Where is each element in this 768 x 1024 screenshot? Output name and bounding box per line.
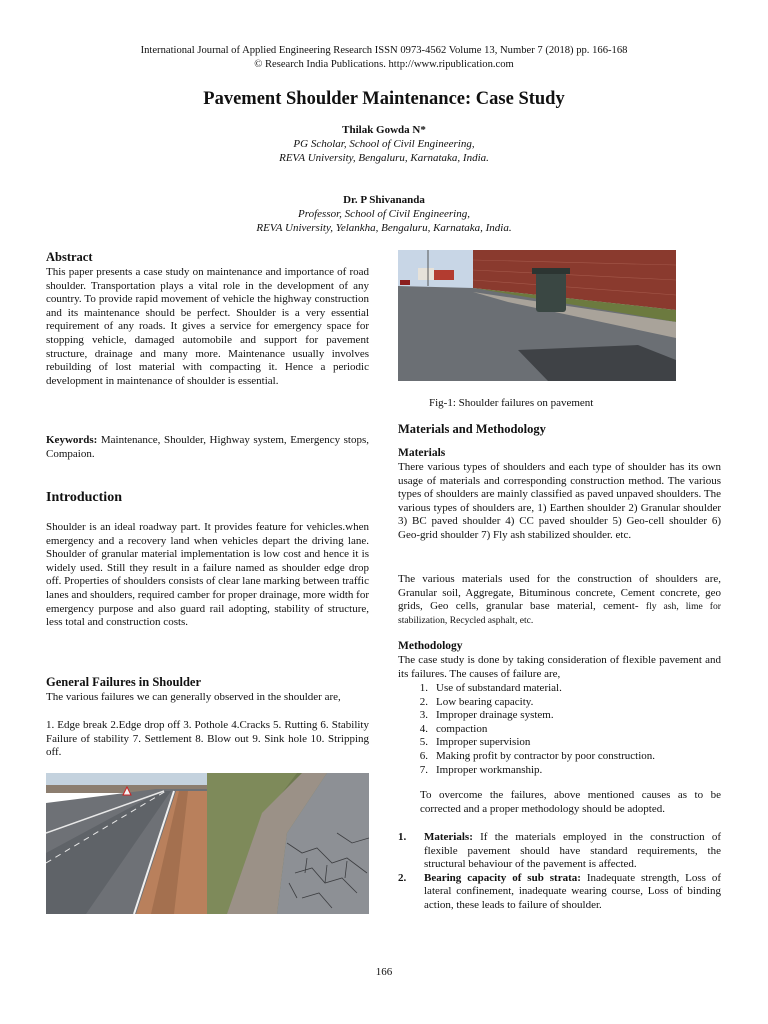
highway-shoulder-photo [46, 773, 207, 914]
causes-list [398, 682, 721, 777]
point-text: Inadequate strength, Loss of lateral confinement, inadequate wearing course, Loss of binding action, these leads to failure of shoulder. [424, 871, 721, 911]
materials-paragraph-1: There various types of shoulders and each type of shoulder has its own usage of materials and corresponding construction method. The various types of shoulders are mainly classified as paved unpaved shoulders. The various types of shoulders are, 1) Earthen shoulder 2) Granular shoulder 3) BC paved shoulder 4) CC paved shoulder 5) Geo-cell shoulder 6) Geo-grid shoulder 7) Fly ash stabilized shoulder. etc. [398, 461, 721, 541]
list-item [398, 736, 721, 750]
point-label: Materials: [424, 831, 473, 843]
list-item [398, 750, 721, 764]
materials-paragraph-2a: The various materials used for the construction of shoulders are, Granular soil, Aggregate, Bituminous concrete, Cement concrete, geo grids, Geo cells, granular base material, cement- [398, 573, 721, 613]
methodology-points [398, 831, 721, 913]
page-number: 166 [375, 966, 393, 978]
cracked-pavement-photo [207, 773, 369, 914]
list-text: Use of substandard material. [436, 682, 562, 694]
list-number: 1. [419, 682, 428, 694]
point-body [424, 831, 721, 872]
list-number: 2. [419, 695, 428, 708]
materials-paragraph-2 [398, 573, 721, 627]
list-number: 5. [419, 736, 428, 749]
point-body [424, 872, 721, 913]
overcome-text: To overcome the failures, above mentioned causes as to be corrected and a proper methodology should be adopted. [420, 789, 721, 815]
list-number: 6. [419, 749, 428, 762]
author-affiliation: REVA University, Yelankha, Bengaluru, Karnataka, India. [256, 222, 512, 234]
list-number: 4. [419, 722, 428, 735]
failures-intro: The various failures we can generally observed in the shoulder are, [46, 691, 341, 703]
list-item [398, 682, 721, 696]
list-number: 3. [419, 709, 428, 722]
introduction-text: Shoulder is an ideal roadway part. It provides feature for vehicles.when emergency and a recovery land when vehicles depart the driving lane. Shoulder of granular material implementation is low cost and hence it is widely used. Still they result in a failure named as shoulder edge drop off. Properties of shoulders consists of clear lane marking between traffic lanes and shoulders, required camber for proper drainage, more width for emergency purpose and also guard rail adopting, stability of structure, less total and construction costs. [46, 521, 369, 629]
journal-line-2: © Research India Publications. http://www.ripublication.com [254, 59, 514, 70]
materials-methodology-heading: Materials and Methodology [398, 422, 546, 436]
methodology-point [398, 831, 721, 872]
author-name: Thilak Gowda N* [342, 124, 426, 136]
list-item [398, 709, 721, 723]
list-item [398, 723, 721, 737]
list-text: compaction [436, 722, 488, 735]
journal-header [0, 44, 768, 72]
keywords-label: Keywords: [46, 434, 98, 446]
point-number: 2. [398, 871, 407, 884]
author-block-2 [0, 193, 768, 235]
author-affiliation: REVA University, Bengaluru, Karnataka, India. [279, 152, 489, 164]
list-item [398, 764, 721, 778]
author-name: Dr. P Shivananda [343, 194, 425, 206]
list-text: Improper drainage system. [436, 709, 554, 722]
materials-paragraph-2b: fly ash, lime for stabilization, Recycled asphalt, etc. [398, 601, 721, 626]
methodology-point [398, 872, 721, 913]
list-number: 7. [419, 763, 428, 776]
paper-title: Pavement Shoulder Maintenance: Case Study [203, 89, 565, 109]
list-item [398, 696, 721, 710]
methodology-heading: Methodology [398, 640, 463, 652]
keywords [46, 434, 369, 461]
point-text: If the materials employed in the construction of flexible pavement should have standard requirements, the structural behaviour of the pavement is affected. [424, 831, 721, 871]
list-text: Low bearing capacity. [436, 695, 534, 708]
author-affiliation: Professor, School of Civil Engineering, [298, 208, 470, 220]
introduction-heading: Introduction [46, 490, 122, 505]
list-text: Improper supervision [436, 736, 531, 749]
failures-heading: General Failures in Shoulder [46, 675, 201, 689]
journal-line-1: International Journal of Applied Engineering Research ISSN 0973-4562 Volume 13, Number 7 (2018) pp. 166-168 [140, 45, 628, 56]
point-label: Bearing capacity of sub strata: [424, 871, 581, 884]
keywords-text: Maintenance, Shoulder, Highway system, Emergency stops, Compaion. [46, 434, 369, 460]
point-number: 1. [398, 831, 407, 843]
failures-list: 1. Edge break 2.Edge drop off 3. Pothole 4.Cracks 5. Rutting 6. Stability Failure of stability 7. Settlement 8. Blow out 9. Sink hole 10. Stripping off. [46, 719, 369, 759]
figure-caption: Fig-1: Shoulder failures on pavement [429, 397, 594, 409]
list-text: Improper workmanship. [436, 763, 543, 776]
pavement-failure-photo [398, 250, 676, 381]
methodology-text: The case study is done by taking consideration of flexible pavement and its failures. The causes of failure are, [398, 654, 721, 680]
author-block-1 [0, 123, 768, 165]
abstract-text: This paper presents a case study on maintenance and importance of road shoulder. Transportation plays a vital role in the development of any country. To provide rapid movement of vehicle the highway construction and its maintenance should be perfect. Shoulder is a very essential requirement of any roads. It gives a service for emergency space for stopping vehicle, damaged automobile and support for pavement structure, drainage and many more. Maintenance usually involves rebuilding of lost material with compacting it. Hence a periodic development in maintenance of shoulder is essential. [46, 266, 369, 387]
abstract-heading: Abstract [46, 250, 93, 264]
list-text: Making profit by contractor by poor construction. [436, 749, 656, 762]
author-affiliation: PG Scholar, School of Civil Engineering, [293, 138, 475, 150]
materials-heading: Materials [398, 447, 446, 459]
